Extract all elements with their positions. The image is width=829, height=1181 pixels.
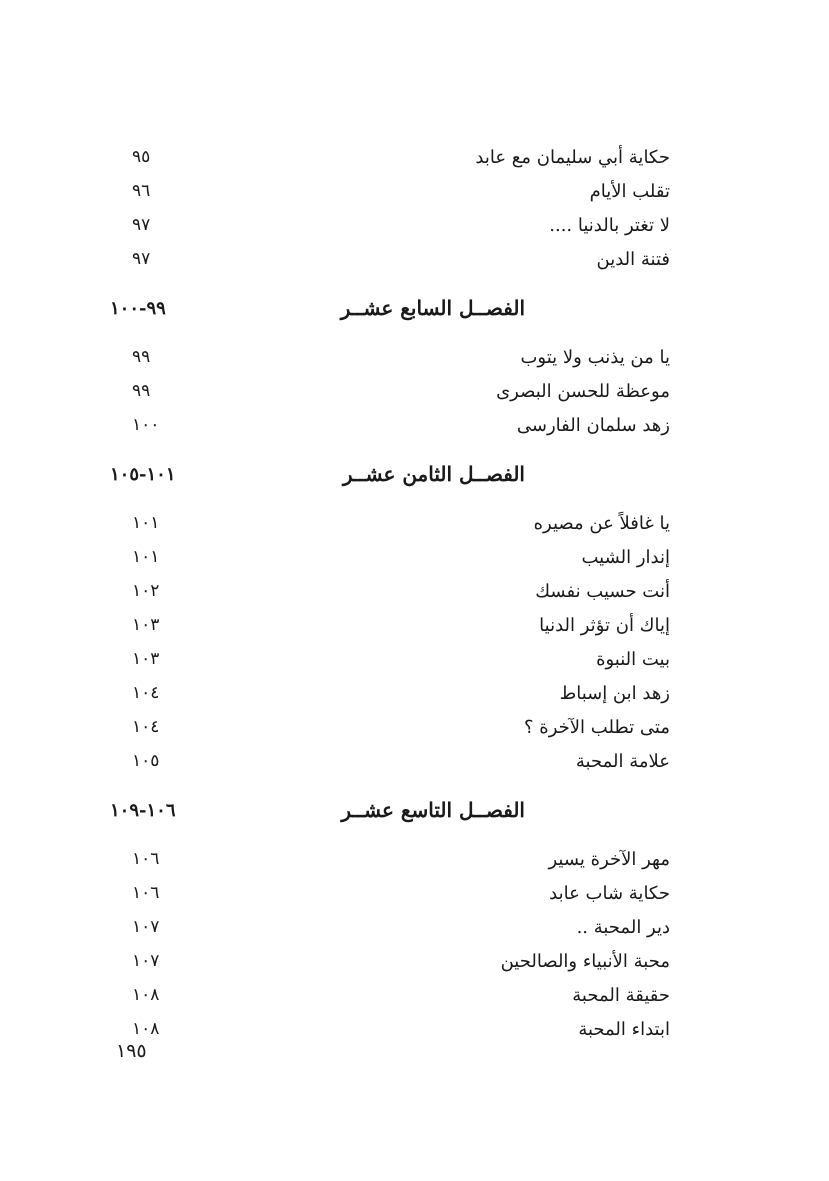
toc-entry-title: علامة المحبة — [575, 750, 670, 772]
toc-entry-title: دير المحبة .. — [576, 916, 670, 938]
toc-entry — [110, 608, 670, 642]
chapter-title: الفصــل الثامن عشــر — [342, 462, 525, 486]
toc-entry-title: يا من يذنب ولا يتوب — [520, 346, 670, 368]
toc-entry-title: لا تغتر بالدنيا .... — [549, 214, 670, 236]
toc-entry-page: ١٠٤ — [132, 717, 160, 737]
chapter-title: الفصــل التاسع عشــر — [341, 798, 525, 822]
toc-entry — [110, 208, 670, 242]
toc-entry — [110, 506, 670, 540]
toc-entry — [110, 1012, 670, 1046]
toc-entry — [110, 242, 670, 276]
chapter-page-range: ١٠١-١٠٥ — [110, 463, 176, 485]
toc-entry-page: ١٠٥ — [132, 751, 160, 771]
toc-entry-title: فتنة الدين — [596, 248, 670, 270]
toc-entry-title: حكاية أبي سليمان مع عابد — [475, 146, 670, 168]
toc-entry — [110, 710, 670, 744]
toc-entry-page: ١٠٣ — [132, 649, 160, 669]
toc-entry — [110, 944, 670, 978]
toc-entry-page: ٩٥ — [132, 147, 151, 167]
toc-entry-page: ٩٧ — [132, 215, 151, 235]
toc-entry-page: ١٠٤ — [132, 683, 160, 703]
toc-entry-title: متى تطلب الآخرة ؟ — [524, 716, 670, 738]
toc-entry — [110, 174, 670, 208]
toc-entry-page: ١٠٠ — [132, 415, 160, 435]
toc-entry — [110, 876, 670, 910]
toc-entry-page: ١٠٧ — [132, 917, 160, 937]
toc-entry — [110, 540, 670, 574]
toc-entry-page: ٩٩ — [132, 381, 151, 401]
toc-entry — [110, 744, 670, 778]
page-number: ١٩٥ — [116, 1040, 147, 1062]
toc-entry-page: ١٠٧ — [132, 951, 160, 971]
toc-entry-title: مهر الآخرة يسير — [548, 848, 670, 870]
toc-entry-page: ١٠١ — [132, 547, 160, 567]
toc-entry-page: ٩٩ — [132, 347, 151, 367]
toc-entry-title: تقلب الأيام — [589, 180, 670, 202]
toc-entry — [110, 642, 670, 676]
toc-entry-page: ١٠٦ — [132, 883, 160, 903]
toc-entry-title: بيت النبوة — [596, 648, 670, 670]
toc-entry — [110, 842, 670, 876]
toc-entry-title: أنت حسيب نفسك — [535, 580, 670, 602]
toc-entry-page: ١٠٦ — [132, 849, 160, 869]
toc-entry-title: ابتداء المحبة — [578, 1018, 670, 1040]
toc-entry-title: إندار الشيب — [581, 546, 670, 568]
toc-entry-page: ١٠١ — [132, 513, 160, 533]
chapter-heading — [110, 276, 670, 340]
toc-entry-title: زهد ابن إسباط — [559, 682, 670, 704]
toc-entry-page: ١٠٨ — [132, 1019, 160, 1039]
toc-entry — [110, 408, 670, 442]
toc-entry — [110, 340, 670, 374]
chapter-page-range: ١٠٦-١٠٩ — [110, 799, 176, 821]
toc-entry-title: حقيقة المحبة — [572, 984, 670, 1006]
toc-entry-title: موعظة للحسن البصرى — [496, 380, 670, 402]
table-of-contents — [110, 140, 670, 1046]
toc-entry-page: ١٠٢ — [132, 581, 160, 601]
chapter-title: الفصــل السابع عشــر — [340, 296, 525, 320]
toc-entry-title: زهد سلمان الفارسى — [516, 414, 670, 436]
toc-entry — [110, 910, 670, 944]
toc-entry-page: ١٠٨ — [132, 985, 160, 1005]
toc-entry-page: ٩٦ — [132, 181, 151, 201]
toc-entry-title: يا غافلاً عن مصيره — [533, 512, 670, 534]
toc-entry — [110, 978, 670, 1012]
toc-entry-page: ١٠٣ — [132, 615, 160, 635]
toc-entry — [110, 574, 670, 608]
chapter-heading — [110, 442, 670, 506]
toc-entry — [110, 140, 670, 174]
toc-entry-title: إياك أن تؤثر الدنيا — [539, 614, 670, 636]
toc-entry-page: ٩٧ — [132, 249, 151, 269]
toc-entry — [110, 676, 670, 710]
toc-entry-title: محبة الأنبياء والصالحين — [500, 950, 670, 972]
toc-entry-title: حكاية شاب عابد — [549, 882, 670, 904]
toc-entry — [110, 374, 670, 408]
chapter-heading — [110, 778, 670, 842]
chapter-page-range: ٩٩-١٠٠ — [110, 297, 166, 319]
